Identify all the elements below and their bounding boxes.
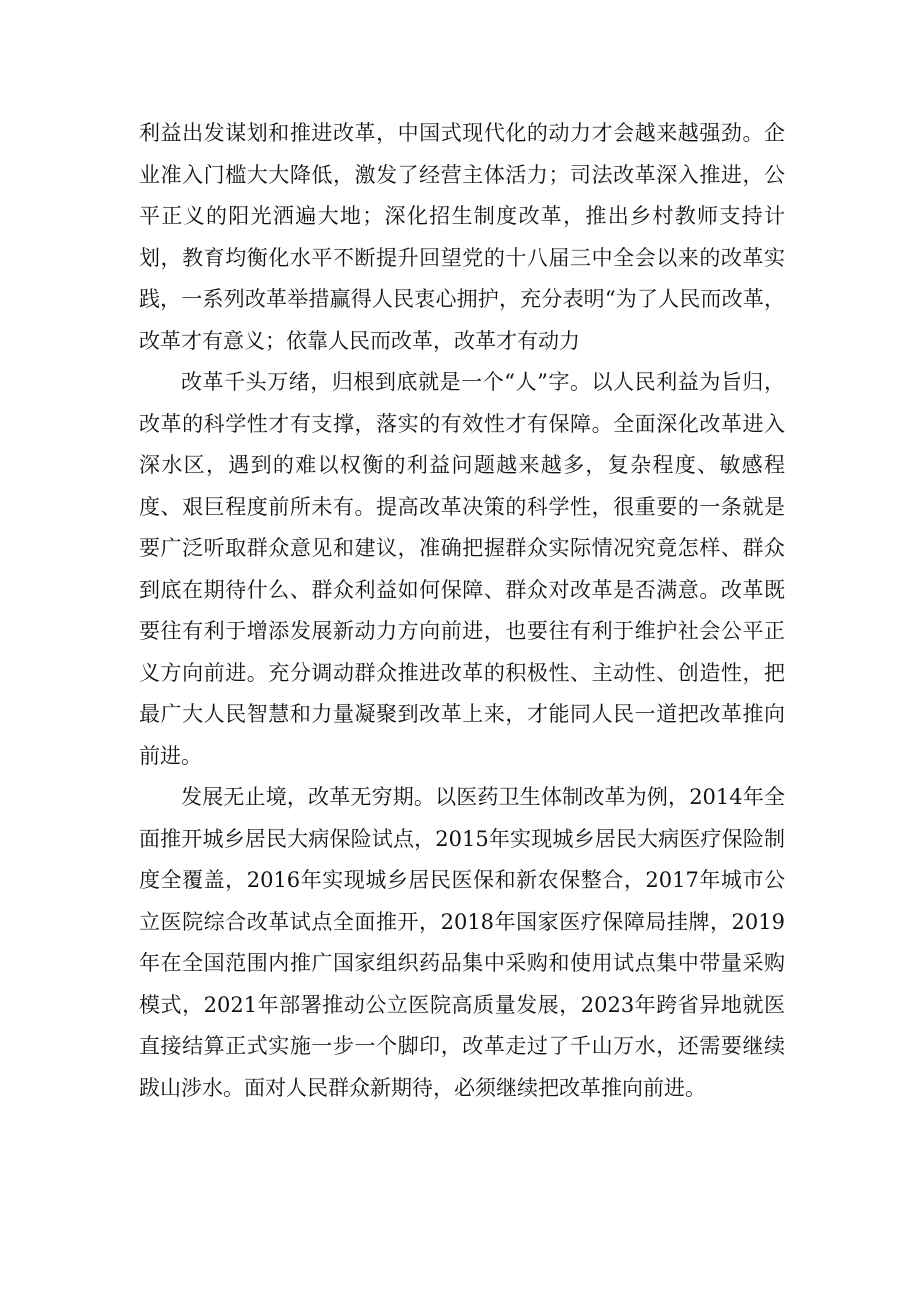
body-text [139, 113, 785, 1109]
paragraph-1: 利益出发谋划和推进改革，中国式现代化的动力才会越来越强劲。企业准入门槛大大降低，激发了经营主体活力；司法改革深入推进，公平正义的阳光洒遍大地；深化招生制度改革，推出乡村教师支持计划，教育均衡化水平不断提升回望党的十八届三中全会以来的改革实践，一系列改革举措赢得人民衷心拥护，充分表明“为了人民而改革，改革才有意义；依靠人民而改革，改革才有动力 [139, 121, 785, 353]
paragraph-3: 发展无止境，改革无穷期。以医药卫生体制改革为例，2014年全面推开城乡居民大病保险试点，2015年实现城乡居民大病医疗保险制度全覆盖，2016年实现城乡居民医保和新农保整合，2017年城市公立医院综合改革试点全面推开，2018年国家医疗保障局挂牌，2019年在全国范围内推广国家组织药品集中采购和使用试点集中带量采购模式，2021年部署推动公立医院高质量发展，2023年跨省异地就医直接结算正式实施一步一个脚印，改革走过了千山万水，还需要继续跋山涉水。面对人民群众新期待，必须继续把改革推向前进。 [139, 785, 785, 1100]
paragraph-2: 改革千头万绪，归根到底就是一个“人”字。以人民利益为旨归，改革的科学性才有支撑，落实的有效性才有保障。全面深化改革进入深水区，遇到的难以权衡的利益问题越来越多，复杂程度、敏感程度、艰巨程度前所未有。提高改革决策的科学性，很重要的一条就是要广泛听取群众意见和建议，准确把握群众实际情况究竟怎样、群众到底在期待什么、群众利益如何保障、群众对改革是否满意。改革既要往有利于增添发展新动力方向前进，也要往有利于维护社会公平正义方向前进。充分调动群众推进改革的积极性、主动性、创造性，把最广大人民智慧和力量凝聚到改革上来，才能同人民一道把改革推向前进。 [139, 370, 785, 768]
